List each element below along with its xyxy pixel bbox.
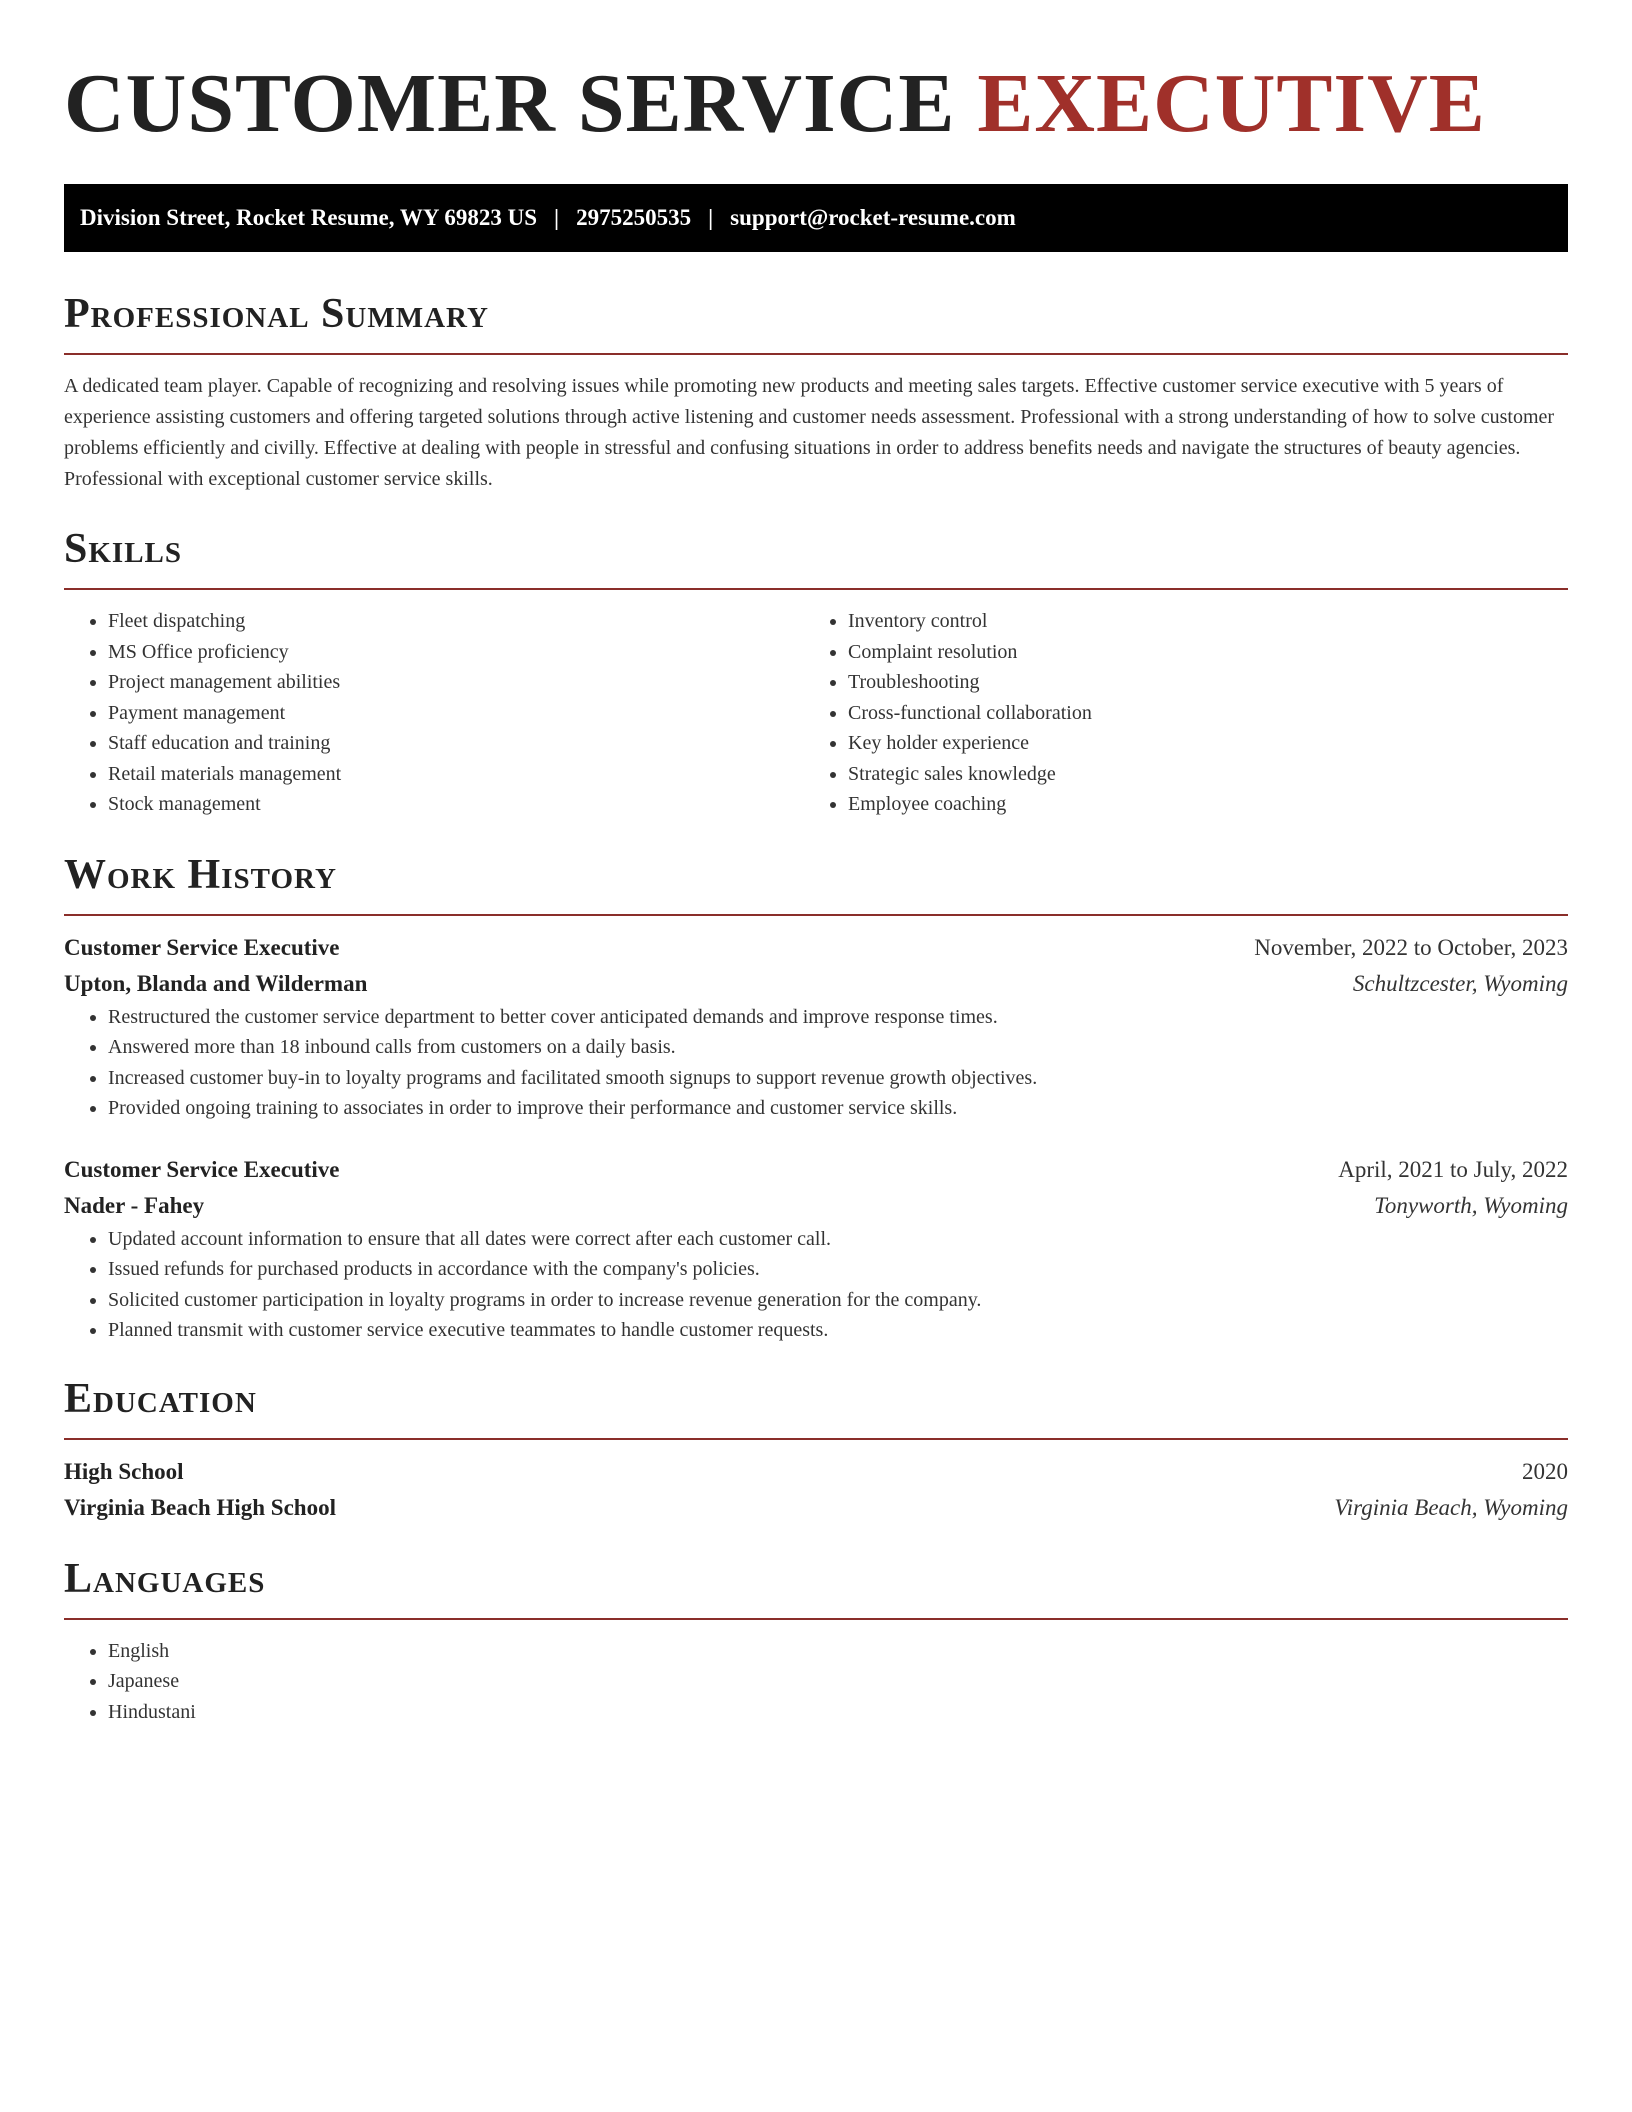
language-item: • Japanese [108,1666,1568,1697]
contact-separator: | [708,205,714,230]
education-year: 2020 [1522,1458,1568,1484]
summary-heading: Professional Summary [64,291,489,337]
job-company: Nader - Fahey [64,1192,205,1218]
section-divider [64,588,1568,590]
skill-item: • Strategic sales knowledge [848,759,1544,790]
language-item: • English [108,1636,1568,1667]
work-section [64,850,1568,1346]
skills-list-left [64,606,804,820]
section-divider [64,1618,1568,1620]
job-duty: • Planned transmit with customer service executive teammates to handle customer requests. [108,1315,1568,1346]
skill-item: • Key holder experience [848,728,1544,759]
education-degree: High School [64,1458,184,1484]
summary-section [64,289,1568,495]
job-duties [64,1224,1568,1346]
skills-column-left [64,606,804,820]
job-company: Upton, Blanda and Wilderman [64,970,368,996]
skills-column-right [804,606,1544,820]
languages-section [64,1554,1568,1728]
resume-title [64,0,1568,150]
skill-item: • Cross-functional collaboration [848,698,1544,729]
job-duty: • Issued refunds for purchased products in accordance with the company's policies. [108,1254,1568,1285]
job-entry [64,930,1568,1124]
section-divider [64,353,1568,355]
job-entry [64,1152,1568,1346]
skill-item: • Stock management [108,789,804,820]
skill-item: • Staff education and training [108,728,804,759]
job-duty: • Restructured the customer service department to better cover anticipated demands and improve response times. [108,1002,1568,1033]
job-header-row [64,1152,1568,1188]
title-accent: EXECUTIVE [977,57,1486,150]
job-duty: • Updated account information to ensure that all dates were correct after each customer call. [108,1224,1568,1255]
job-location: Schultzcester, Wyoming [1352,970,1568,996]
job-company-row [64,966,1568,1002]
skill-item: • Fleet dispatching [108,606,804,637]
job-duty: • Increased customer buy-in to loyalty programs and facilitated smooth signups to support revenue growth objectives. [108,1063,1568,1094]
job-title: Customer Service Executive [64,934,340,960]
skill-item: • Payment management [108,698,804,729]
skills-section [64,524,1568,820]
skills-list-right [804,606,1544,820]
skill-item: • MS Office proficiency [108,637,804,668]
job-title: Customer Service Executive [64,1156,340,1182]
contact-phone[interactable]: 2975250535 [576,205,692,230]
title-main: CUSTOMER SERVICE [64,57,956,150]
education-heading: Education [64,1375,257,1422]
summary-text: A dedicated team player. Capable of recognizing and resolving issues while promoting new products and meeting sales targets. Effective customer service executive with 5 years of experience assisting customers and offering targeted solutions through active listening and customer needs assessment. Professional with a strong understanding of how to solve customer problems efficiently and civilly. Effective at dealing with people in stressful and confusing situations in order to address benefits needs and navigate the structures of beauty agencies. Professional with exceptional customer service skills. [64,375,1555,490]
skill-item: • Inventory control [848,606,1544,637]
skills-heading: Skills [64,526,183,572]
job-company-row [64,1188,1568,1224]
education-location: Virginia Beach, Wyoming [1334,1494,1568,1520]
job-duties [64,1002,1568,1124]
education-school-row [64,1490,1568,1526]
contact-separator: | [554,205,560,230]
skill-item: • Employee coaching [848,789,1544,820]
job-duty: • Solicited customer participation in loyalty programs in order to increase revenue generation for the company. [108,1285,1568,1316]
job-duty: • Answered more than 18 inbound calls from customers on a daily basis. [108,1032,1568,1063]
job-dates: November, 2022 to October, 2023 [1254,934,1568,960]
contact-bar [64,184,1568,252]
job-dates: April, 2021 to July, 2022 [1338,1156,1568,1182]
section-divider [64,1438,1568,1440]
languages-heading: Languages [64,1555,266,1602]
job-duty: • Provided ongoing training to associates in order to improve their performance and customer service skills. [108,1093,1568,1124]
skill-item: • Troubleshooting [848,667,1544,698]
education-section [64,1374,1568,1526]
education-row [64,1454,1568,1490]
contact-email[interactable]: support@rocket-resume.com [730,205,1016,230]
languages-list [64,1636,1568,1728]
skill-item: • Project management abilities [108,667,804,698]
skill-item: • Complaint resolution [848,637,1544,668]
work-heading: Work History [64,851,337,898]
section-divider [64,914,1568,916]
skill-item: • Retail materials management [108,759,804,790]
contact-address: Division Street, Rocket Resume, WY 69823 US [80,205,537,230]
education-school: Virginia Beach High School [64,1494,336,1520]
education-entry [64,1454,1568,1526]
job-header-row [64,930,1568,966]
job-location: Tonyworth, Wyoming [1374,1192,1568,1218]
language-item: • Hindustani [108,1697,1568,1728]
skills-grid [64,606,1568,820]
